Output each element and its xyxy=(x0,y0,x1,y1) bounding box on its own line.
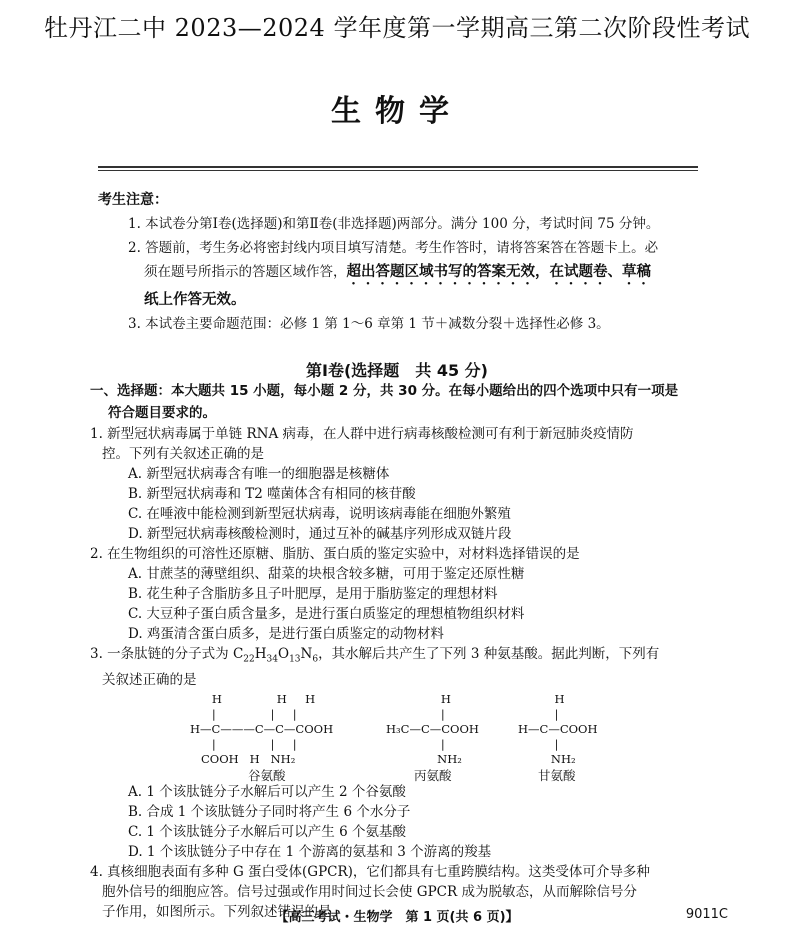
q2-option-d: D. 鸡蛋清含蛋白质多，是进行蛋白质鉴定的动物材料 xyxy=(128,626,444,642)
questions xyxy=(90,380,710,922)
notice-item-2-normal: 须在题号所指示的答题区域作答， xyxy=(144,264,347,280)
divider-line xyxy=(98,166,698,168)
subject-title: 生物学 xyxy=(331,94,463,129)
amino-acid-structures xyxy=(90,690,710,782)
q3-stem: 3. 一条肽链的分子式为 $C_{22}H_{34}O_{13}N_6$，其水解后共产生了下列 3 种氨基酸。据此判断，下列有 xyxy=(90,646,660,665)
formula-o: 13 xyxy=(289,654,301,665)
question-2 xyxy=(90,544,710,644)
candidate-notice xyxy=(98,188,708,336)
section-title: 第Ⅰ卷(选择题 共 45 分) xyxy=(306,361,488,380)
formula-n: 6 xyxy=(312,654,319,665)
divider-line-thin xyxy=(98,170,698,171)
glycine-structure: H | H—C—COOH | NH₂ xyxy=(518,691,598,766)
q1-option-d: D. 新型冠状病毒核酸检测时，通过互补的碱基序列形成双链片段 xyxy=(128,526,512,542)
paper-code: 9011C xyxy=(685,907,728,922)
part-intro-line1: 一、选择题：本大题共 15 小题，每小题 2 分，共 30 分。在每小题给出的四个选项中只有一项是 xyxy=(90,383,679,399)
notice-item-3: 3. 本试卷主要命题范围：必修 1 第 1～6 章第 1 节＋减数分裂＋选择性必修 3。 xyxy=(128,316,610,332)
q1-option-c: C. 在唾液中能检测到新型冠状病毒，说明该病毒能在细胞外繁殖 xyxy=(128,506,511,522)
formula-h: 34 xyxy=(266,654,278,665)
q3-option-b: B. 合成 1 个该肽链分子同时将产生 6 个水分子 xyxy=(128,803,411,820)
q3-stem-a: 3. 一条肽链的分子式为 C xyxy=(90,646,244,662)
q3-stem-cont: 关叙述正确的是 xyxy=(102,671,197,688)
notice-item-2-end xyxy=(98,288,708,312)
q1-option-b: B. 新型冠状病毒和 T2 噬菌体含有相同的核苷酸 xyxy=(128,486,416,502)
notice-item-2-bold: 超出答题区域书写的答案无效，在试题卷、草稿 xyxy=(346,264,651,280)
notice-item-2: 2. 答题前，考生务必将密封线内项目填写清楚。考生作答时，请将答案答在答题卡上。必 xyxy=(128,240,659,256)
q1-stem: 1. 新型冠状病毒属于单链 RNA 病毒，在人群中进行病毒核酸检测可有利于新冠肺炎疫情防 xyxy=(90,426,634,442)
q4-stem: 4. 真核细胞表面有多种 G 蛋白受体(GPCR)，它们都具有七重跨膜结构。这类受体可介导多种 xyxy=(90,863,650,880)
notice-title: 考生注意： xyxy=(98,192,168,208)
notice-item-2-bold-end: 纸上作答无效。 xyxy=(144,292,246,308)
part-intro-line2: 符合题目要求的。 xyxy=(108,405,216,421)
alanine-structure: H | H₃C—C—COOH | NH₂ xyxy=(386,691,479,766)
ala-name: 丙氨酸 xyxy=(414,767,452,783)
gly-name: 甘氨酸 xyxy=(538,767,576,783)
exam-title: 牡丹江二中 2023—2024 学年度第一学期高三第二次阶段性考试 xyxy=(44,14,750,42)
q3-stem-b: ，其水解后共产生了下列 3 种氨基酸。据此判断，下列有 xyxy=(318,646,660,662)
formula-c: 22 xyxy=(243,654,255,665)
q2-stem: 2. 在生物组织的可溶性还原糖、脂肪、蛋白质的鉴定实验中，对材料选择错误的是 xyxy=(90,546,580,562)
notice-item-2-cont xyxy=(98,260,708,288)
q1-stem-cont: 控。下列有关叙述正确的是 xyxy=(102,446,264,462)
question-3 xyxy=(90,644,710,862)
page-footer: 【高三考试・生物学 第 1 页(共 6 页)】 xyxy=(275,910,519,925)
q3-option-d: D. 1 个该肽链分子中存在 1 个游离的氨基和 3 个游离的羧基 xyxy=(128,843,492,860)
q2-option-c: C. 大豆种子蛋白质含量多，是进行蛋白质鉴定的理想植物组织材料 xyxy=(128,606,525,622)
question-1 xyxy=(90,424,710,544)
q4-stem-cont: 胞外信号的细胞应答。信号过强或作用时间过长会使 GPCR 成为脱敏态，从而解除信号分 xyxy=(102,883,637,900)
q2-option-b: B. 花生种子含脂肪多且子叶肥厚，是用于脂肪鉴定的理想材料 xyxy=(128,586,498,602)
notice-item-1: 1. 本试卷分第Ⅰ卷(选择题)和第Ⅱ卷(非选择题)两部分。满分 100 分，考试时间 75 分钟。 xyxy=(128,216,660,232)
q2-option-a: A. 甘蔗茎的薄壁组织、甜菜的块根含较多糖，可用于鉴定还原性糖 xyxy=(128,566,525,582)
q3-option-c: C. 1 个该肽链分子水解后可以产生 6 个氨基酸 xyxy=(128,823,406,840)
q1-option-a: A. 新型冠状病毒含有唯一的细胞器是核糖体 xyxy=(128,466,390,482)
part-intro xyxy=(90,380,710,424)
glu-name: 谷氨酸 xyxy=(248,767,286,783)
q4-stem-cont2: 子作用，如图所示。下列叙述错误的是 xyxy=(102,903,332,920)
glutamic-acid-structure: H H H | | | H—C———C—C—COOH | | | COOH H NH₂ xyxy=(190,691,334,766)
q3-option-a: A. 1 个该肽链分子水解后可以产生 2 个谷氨酸 xyxy=(128,783,406,800)
